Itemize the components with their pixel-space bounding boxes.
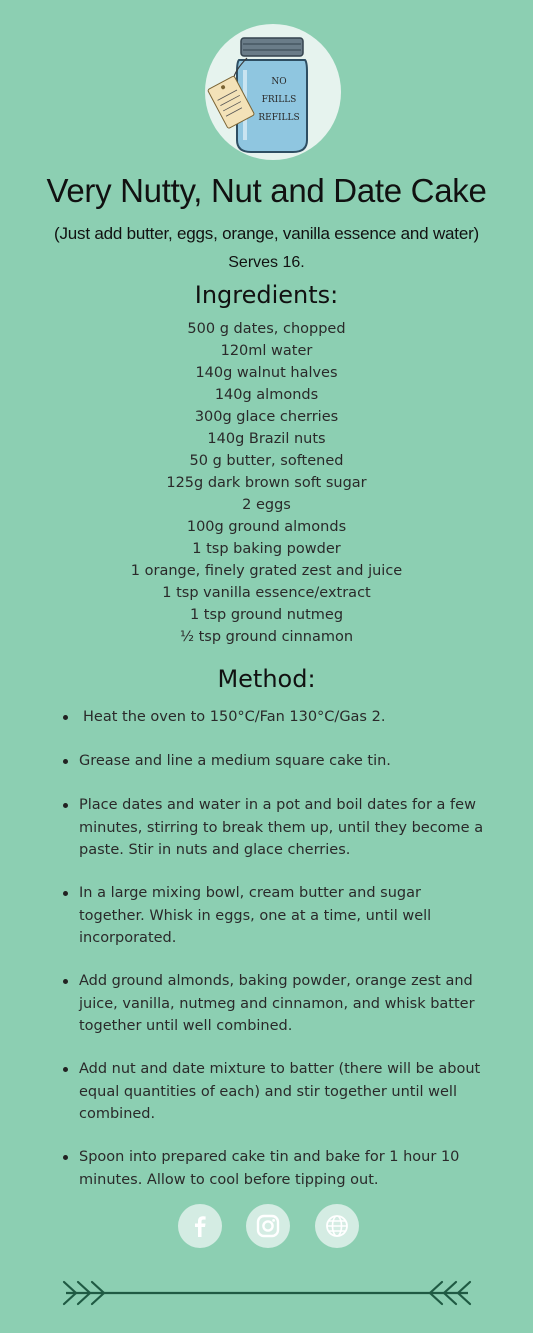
facebook-icon [187, 1213, 213, 1239]
recipe-serves: Serves 16. [228, 254, 305, 271]
instagram-icon [255, 1213, 281, 1239]
ingredients-list [0, 318, 533, 648]
arrow-divider [60, 1278, 474, 1308]
recipe-title: Very Nutty, Nut and Date Cake [46, 172, 487, 209]
ingredient-item: 140g almonds [214, 387, 319, 403]
method-step [62, 1146, 489, 1191]
method-step [62, 794, 489, 862]
globe-icon [324, 1213, 350, 1239]
method-step-text: Spoon into prepared cake tin and bake for 1 hour 10 minutes. Allow to cool before tipping out. [79, 1149, 460, 1188]
method-step-text: Grease and line a medium square cake tin. [79, 753, 391, 769]
method-step [62, 750, 489, 773]
ingredient-item: 140g walnut halves [195, 365, 338, 381]
method-step-text: Add ground almonds, baking powder, orange zest and juice, vanilla, nutmeg and cinnamon, and whisk batter together until well combined. [79, 973, 475, 1034]
bullet-icon [63, 891, 68, 896]
method-step-text: Place dates and water in a pot and boil dates for a few minutes, stirring to break them up, until they become a paste. Stir in nuts and glace cherries. [79, 797, 484, 858]
website-link[interactable] [315, 1204, 359, 1248]
bullet-icon [63, 1155, 68, 1160]
method-step-text: Add nut and date mixture to batter (there will be about equal quantities of each) and stir together until well combined. [79, 1061, 481, 1122]
facebook-link[interactable] [178, 1204, 222, 1248]
ingredient-item: 1 tsp ground nutmeg [189, 607, 344, 623]
ingredient-item: 1 tsp baking powder [192, 541, 341, 557]
logo-text-line-3: REFILLS [258, 113, 300, 123]
ingredients-heading: Ingredients: [194, 281, 339, 309]
ingredient-item: 120ml water [220, 343, 313, 359]
mason-jar-logo-icon [203, 22, 343, 162]
bullet-icon [63, 759, 68, 764]
method-step [62, 882, 489, 950]
bullet-icon [63, 715, 68, 720]
method-step-text: Heat the oven to 150°C/Fan 130°C/Gas 2. [83, 709, 386, 725]
recipe-subtitle: (Just add butter, eggs, orange, vanilla essence and water) [54, 224, 479, 243]
ingredient-item: 2 eggs [242, 497, 291, 513]
ingredient-item: 1 tsp vanilla essence/extract [162, 585, 371, 601]
method-step [62, 706, 493, 729]
method-step [62, 970, 489, 1038]
bullet-icon [63, 1067, 68, 1072]
instagram-link[interactable] [246, 1204, 290, 1248]
ingredient-item: ½ tsp ground cinnamon [179, 629, 354, 645]
ingredient-item: 500 g dates, chopped [187, 321, 346, 337]
ingredient-item: 125g dark brown soft sugar [166, 475, 367, 491]
ingredient-item: 1 orange, finely grated zest and juice [130, 563, 403, 579]
ingredient-item: 100g ground almonds [186, 519, 347, 535]
logo-text-line-1: NO [271, 77, 287, 87]
logo [203, 22, 343, 162]
method-heading: Method: [217, 665, 316, 693]
bullet-icon [63, 979, 68, 984]
ingredient-item: 140g Brazil nuts [207, 431, 326, 447]
ingredient-item: 300g glace cherries [194, 409, 339, 425]
method-step-text: In a large mixing bowl, cream butter and sugar together. Whisk in eggs, one at a time, until well incorporated. [79, 885, 432, 946]
logo-text-line-2: FRILLS [261, 95, 297, 105]
ingredient-item: 50 g butter, softened [189, 453, 344, 469]
method-step [62, 1058, 489, 1126]
arrow-divider-icon [60, 1278, 474, 1308]
bullet-icon [63, 803, 68, 808]
